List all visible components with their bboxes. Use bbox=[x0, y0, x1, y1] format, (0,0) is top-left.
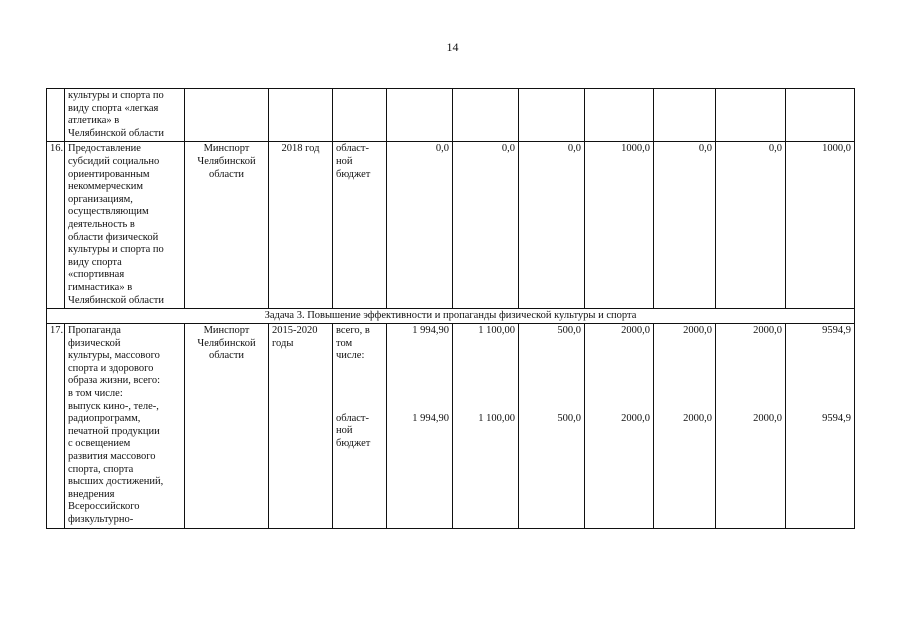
source-line: ной bbox=[336, 155, 353, 167]
row-number-cell: 17. bbox=[47, 324, 65, 529]
spacer bbox=[336, 363, 383, 413]
value-cell bbox=[519, 89, 585, 142]
description-line: высших достижений, bbox=[68, 476, 164, 488]
value-cell: 0,0 bbox=[519, 142, 585, 309]
description-line: радиопрограмм, bbox=[68, 413, 141, 425]
value-total: 2000,0 bbox=[621, 325, 650, 337]
value-cell bbox=[453, 324, 519, 529]
row-number-cell: 16. bbox=[47, 142, 65, 309]
description-line: спорта и здорового bbox=[68, 362, 154, 374]
description-line: Всероссийского bbox=[68, 501, 140, 513]
description-line: Пропаганда bbox=[68, 325, 121, 337]
executor-cell bbox=[185, 324, 269, 529]
value-cell: 0,0 bbox=[716, 142, 786, 309]
period-line: годы bbox=[272, 337, 294, 349]
table-row-continuation bbox=[47, 89, 855, 142]
description-line: атлетика» в bbox=[68, 115, 120, 127]
task-header-row bbox=[47, 309, 855, 324]
row-number-cell bbox=[47, 89, 65, 142]
value-cell bbox=[716, 89, 786, 142]
value-cell: 0,0 bbox=[387, 142, 453, 309]
description-line: образа жизни, всего: bbox=[68, 375, 161, 387]
activity-description-cell bbox=[65, 89, 185, 142]
description-line: виду спорта bbox=[68, 256, 122, 268]
table-row-16 bbox=[47, 142, 855, 309]
value-regional: 1 994,90 bbox=[412, 412, 449, 424]
value-regional: 9594,9 bbox=[822, 412, 851, 424]
description-line: физической bbox=[68, 337, 121, 349]
executor-line: Минспорт bbox=[203, 143, 250, 155]
source-line-regional: ной bbox=[336, 425, 353, 437]
description-line: виду спорта «легкая bbox=[68, 102, 159, 114]
description-line: выпуск кино-, теле-, bbox=[68, 400, 159, 412]
source-line-total: том bbox=[336, 337, 353, 349]
description-line: культуры и спорта по bbox=[68, 90, 164, 101]
value-total: 2000,0 bbox=[683, 325, 712, 337]
description-line: гимнастика» в bbox=[68, 281, 133, 293]
program-activities-table bbox=[46, 88, 855, 529]
value-regional: 2000,0 bbox=[621, 412, 650, 424]
value-cell bbox=[654, 324, 716, 529]
activity-description-cell bbox=[65, 142, 185, 309]
total-cell: 1000,0 bbox=[786, 142, 855, 309]
value-cell bbox=[387, 324, 453, 529]
value-cell bbox=[654, 89, 716, 142]
description-line: культуры, массового bbox=[68, 350, 160, 362]
value-regional: 2000,0 bbox=[753, 412, 782, 424]
description-line: культуры и спорта по bbox=[68, 244, 164, 256]
value-regional: 1 100,00 bbox=[478, 412, 515, 424]
description-line: ориентированным bbox=[68, 168, 150, 180]
source-line-regional: област- bbox=[336, 412, 369, 424]
value-total: 2000,0 bbox=[753, 325, 782, 337]
description-line: физкультурно- bbox=[68, 514, 134, 525]
period-cell bbox=[269, 89, 333, 142]
description-line: Челябинской области bbox=[68, 127, 164, 139]
description-line: организациям, bbox=[68, 193, 133, 205]
executor-line: Челябинской bbox=[197, 337, 256, 349]
value-total: 1 100,00 bbox=[478, 325, 515, 337]
executor-line: Минспорт bbox=[203, 325, 250, 337]
page-number: 14 bbox=[446, 40, 459, 54]
executor-cell bbox=[185, 142, 269, 309]
executor-cell bbox=[185, 89, 269, 142]
period-cell bbox=[269, 324, 333, 529]
description-line: в том числе: bbox=[68, 388, 123, 400]
period-cell: 2018 год bbox=[269, 142, 333, 309]
task-3-header: Задача 3. Повышение эффективности и пропаганды физической культуры и спорта bbox=[47, 309, 855, 324]
value-cell: 0,0 bbox=[453, 142, 519, 309]
executor-line: Челябинской bbox=[197, 155, 256, 167]
value-cell bbox=[387, 89, 453, 142]
description-line: Предоставление bbox=[68, 143, 141, 155]
table-row-17 bbox=[47, 324, 855, 529]
value-cell bbox=[453, 89, 519, 142]
description-line: внедрения bbox=[68, 488, 115, 500]
value-total: 9594,9 bbox=[822, 325, 851, 337]
description-line: осуществляющим bbox=[68, 206, 149, 218]
funding-source-cell bbox=[333, 324, 387, 529]
total-cell bbox=[786, 89, 855, 142]
value-total: 1 994,90 bbox=[412, 325, 449, 337]
total-cell bbox=[786, 324, 855, 529]
description-line: спорта, спорта bbox=[68, 463, 134, 475]
funding-source-cell bbox=[333, 89, 387, 142]
activity-description-cell bbox=[65, 324, 185, 529]
description-line: Челябинской области bbox=[68, 294, 164, 306]
description-line: печатной продукции bbox=[68, 425, 160, 437]
source-line: област- bbox=[336, 143, 369, 155]
value-regional: 2000,0 bbox=[683, 412, 712, 424]
value-cell bbox=[585, 324, 654, 529]
executor-line: области bbox=[208, 168, 245, 180]
description-line: развития массового bbox=[68, 451, 156, 463]
description-line: некоммерческим bbox=[68, 181, 144, 193]
executor-line: области bbox=[208, 350, 245, 362]
description-line: субсидий социально bbox=[68, 155, 160, 167]
value-cell bbox=[585, 89, 654, 142]
funding-source-cell bbox=[333, 142, 387, 309]
source-line-total: всего, в bbox=[336, 325, 370, 337]
description-line: области физической bbox=[68, 231, 159, 243]
value-cell: 1000,0 bbox=[585, 142, 654, 309]
description-line: «спортивная bbox=[68, 269, 125, 281]
description-line: с освещением bbox=[68, 438, 131, 450]
value-cell bbox=[519, 324, 585, 529]
value-total: 500,0 bbox=[557, 325, 581, 337]
period-line: 2015-2020 bbox=[272, 325, 318, 337]
source-line-regional: бюджет bbox=[336, 438, 371, 450]
source-line-total: числе: bbox=[336, 350, 365, 362]
source-line: бюджет bbox=[336, 168, 371, 180]
description-line: деятельность в bbox=[68, 218, 135, 230]
value-cell bbox=[716, 324, 786, 529]
value-regional: 500,0 bbox=[557, 412, 581, 424]
value-cell: 0,0 bbox=[654, 142, 716, 309]
